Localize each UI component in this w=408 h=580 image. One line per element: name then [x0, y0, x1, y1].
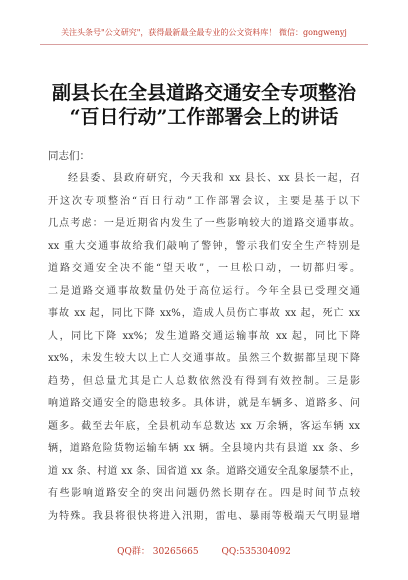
- body-line: 道 xx 条、村道 xx 条、国省道 xx 条。道路交通安全乱象屡禁不止，: [48, 465, 360, 477]
- document-title: [0, 81, 408, 129]
- title-line-1: 副县长在全县道路交通安全专项整治: [51, 82, 356, 104]
- document-body: [48, 168, 360, 528]
- body-line: 为特殊。我县将很快将进入汛期，雷电、暴雨等极端天气明显增: [48, 510, 360, 522]
- body-line: xx%，未发生较大以上亡人交通事故。虽然三个数据都呈现下降: [48, 353, 360, 364]
- body-line: 二是道路交通事故数量仍处于高位运行。今年全县已受理交通: [48, 285, 360, 297]
- body-line: 事故 xx 起，同比下降 xx%，造成人员伤亡事故 xx 起，死亡 xx: [48, 308, 360, 319]
- body-line: 响道路交通安全的隐患较多。具体讲，就是车辆多、道路多、问: [48, 398, 360, 409]
- body-line: 趋势，但总量尤其是亡人总数依然没有得到有效控制。三是影: [48, 375, 360, 387]
- footer-qq: QQ:535304092: [221, 547, 291, 557]
- footer-contact: [0, 544, 408, 557]
- body-line: 有些影响道路安全的突出问题仍然长期存在。四是时间节点较: [48, 488, 360, 499]
- body-line: 几点考虑：一是近期省内发生了一些影响较大的道路交通事故。: [48, 218, 360, 229]
- footer-qq-group: QQ群： 30265665: [117, 547, 199, 557]
- body-line: 道路交通安全决不能“望天收”，一旦松口动，一切都归零。: [48, 263, 360, 274]
- body-line: 人，同比下降 xx%；发生道路交通运输事故 xx 起，同比下降: [48, 330, 360, 342]
- body-line: 开这次专项整治“百日行动”工作部署会议，主要是基于以下: [48, 195, 360, 207]
- header-promo-note: 关注头条号"公文研究"，获得最新最全最专业的公文资料库！ 微信：gongwenyj: [61, 28, 347, 37]
- body-line: xx 重大交通事故给我们敲响了警钟，警示我们安全生产特别是: [48, 240, 360, 252]
- salutation: 同志们：: [48, 150, 90, 162]
- header-divider: [40, 44, 368, 45]
- title-line-2: “百日行动”工作部署会上的讲话: [69, 106, 339, 128]
- body-line: 辆，道路危险货物运输车辆 xx 辆。全县境内共有县道 xx 条、乡: [48, 443, 360, 454]
- body-line: 经县委、县政府研究，今天我和 xx 县长、xx 县长一起，召: [68, 173, 360, 184]
- body-line: 题多。截至去年底，全县机动车总数达 xx 万余辆，客运车辆 xx: [48, 420, 360, 432]
